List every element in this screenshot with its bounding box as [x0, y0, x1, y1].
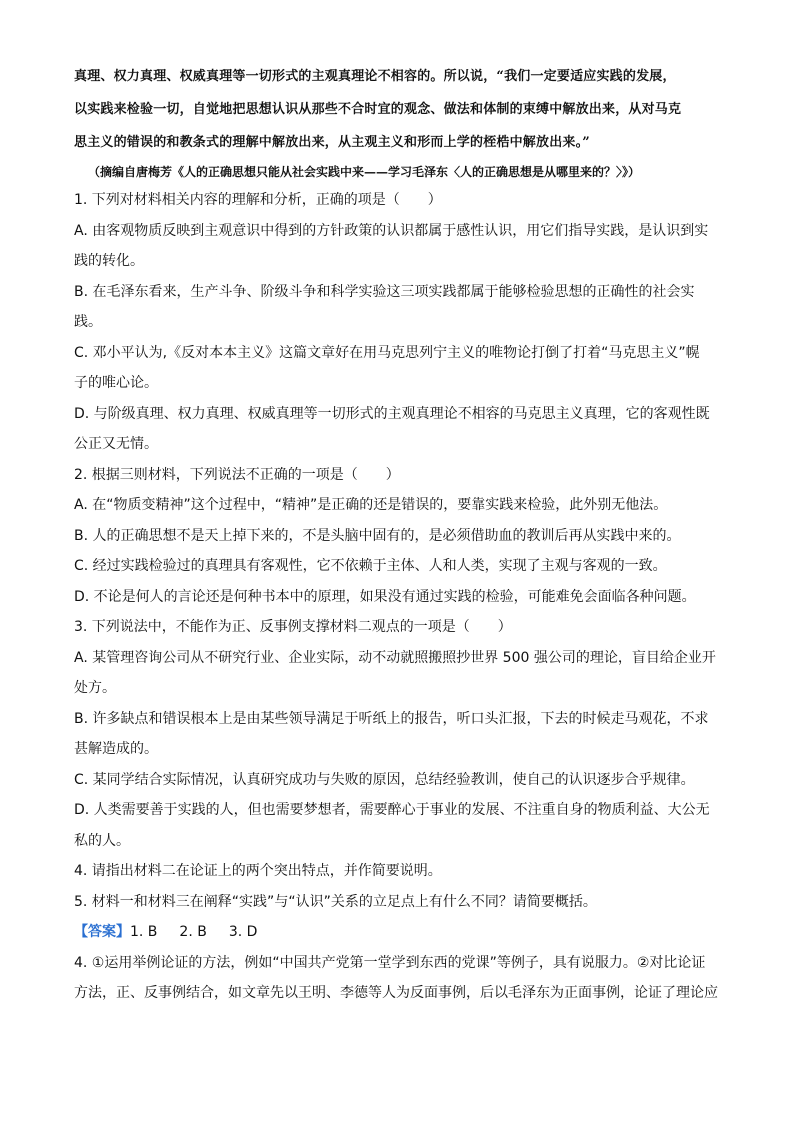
question-3-option-b-line1: B. 许多缺点和错误根本上是由某些领导满足于听纸上的报告，听口头汇报，下去的时候走马观花，不求 [74, 710, 709, 727]
passage-line: 思主义的错误的和教条式的理解中解放出来，从主观主义和形而上学的桎梏中解放出来。” [74, 135, 590, 150]
question-1-stem: 1. 下列对材料相关内容的理解和分析，正确的项是（ ） [74, 192, 442, 208]
question-1-option-d-line1: D. 与阶级真理、权力真理、权威真理等一切形式的主观真理论不相容的马克思主义真理，它的客观性既 [74, 405, 710, 422]
question-4-stem: 4. 请指出材料二在论证上的两个突出特点，并作简要说明。 [74, 863, 442, 879]
passage-line: 以实践来检验一切，自觉地把思想认识从那些不合时宜的观念、做法和体制的束缚中解放出来，从对马克 [74, 102, 682, 117]
answer-explanation-line: 方法，正、反事例结合，如文章先以王明、李德等人为反面事例，后以毛泽东为正面事例，论证了理论应 [74, 985, 718, 1001]
answer-explanation-line: 4. ①运用举例论证的方法，例如“中国共产党第一堂学到东西的党课”等例子，具有说服力。②对比论证 [74, 954, 706, 971]
passage-source: （摘编自唐梅芳《人的正确思想只能从社会实践中来——学习毛泽东〈人的正确思想是从哪里来的？〉》） [88, 165, 641, 179]
question-1-option-c-line2: 子的唯心论。 [74, 375, 158, 391]
document-page [74, 60, 734, 1009]
passage-excerpt [74, 60, 734, 159]
question-1-option-c-line1: C. 邓小平认为,《反对本本主义》这篇文章好在用马克思列宁主义的唯物论打倒了打着“马克思主义”幌 [74, 344, 700, 361]
question-1-option-b-line1: B. 在毛泽东看来，生产斗争、阶级斗争和科学实验这三项实践都属于能够检验思想的正确性的社会实 [74, 283, 695, 300]
question-2-option-d: D. 不论是何人的言论还是何种书本中的原理，如果没有通过实践的检验，可能难免会面临各种问题。 [74, 588, 696, 605]
question-3-option-a-line1: A. 某管理咨询公司从不研究行业、企业实际，动不动就照搬照抄世界 500 强公司的理论，盲目给企业开 [74, 649, 716, 666]
question-3-stem: 3. 下列说法中，不能作为正、反事例支撑材料二观点的一项是（ ） [74, 619, 512, 635]
question-1-option-b-line2: 践。 [74, 314, 102, 330]
answer-item-2: 2. B [179, 924, 207, 940]
question-3-option-d-line2: 私的人。 [74, 832, 130, 849]
answer-item-3: 3. D [228, 924, 258, 940]
question-3-option-b-line2: 甚解造成的。 [74, 741, 158, 757]
question-3-option-d-line1: D. 人类需要善于实践的人，但也需要梦想者，需要醉心于事业的发展、不注重自身的物质利益、大公无 [74, 802, 710, 818]
questions-section [74, 185, 734, 1009]
question-2-option-b: B. 人的正确思想不是天上掉下来的，不是头脑中固有的，是必须借助血的教训后再从实践中来的。 [74, 527, 681, 544]
question-2-option-a: A. 在“物质变精神”这个过程中，“精神”是正确的还是错误的，要靠实践来检验，此外别无他法。 [74, 497, 668, 513]
question-1-option-a-line2: 践的转化。 [74, 253, 144, 269]
question-5-stem: 5. 材料一和材料三在阐释“实践”与“认识”关系的立足点上有什么不同？请简要概括。 [74, 893, 597, 910]
question-3-option-a-line2: 处方。 [74, 680, 116, 696]
question-1-option-d-line2: 公正又无情。 [74, 436, 158, 452]
answer-line [74, 917, 734, 948]
answer-label: 【答案】 [74, 924, 130, 940]
passage-line: 真理、权力真理、权威真理等一切形式的主观真理论不相容的。所以说，“我们一定要适应实践的发展， [74, 69, 676, 84]
question-1-option-a-line1: A. 由客观物质反映到主观意识中得到的方针政策的认识都属于感性认识，用它们指导实践，是认识到实 [74, 222, 709, 239]
question-2-stem: 2. 根据三则材料，下列说法不正确的一项是（ ） [74, 466, 400, 483]
question-3-option-c: C. 某同学结合实际情况，认真研究成功与失败的原因，总结经验教训，使自己的认识逐步合乎规律。 [74, 771, 695, 788]
question-2-option-c: C. 经过实践检验过的真理具有客观性，它不依赖于主体、人和人类，实现了主观与客观的一致。 [74, 558, 667, 574]
answer-item-1: 1. B [130, 924, 158, 940]
